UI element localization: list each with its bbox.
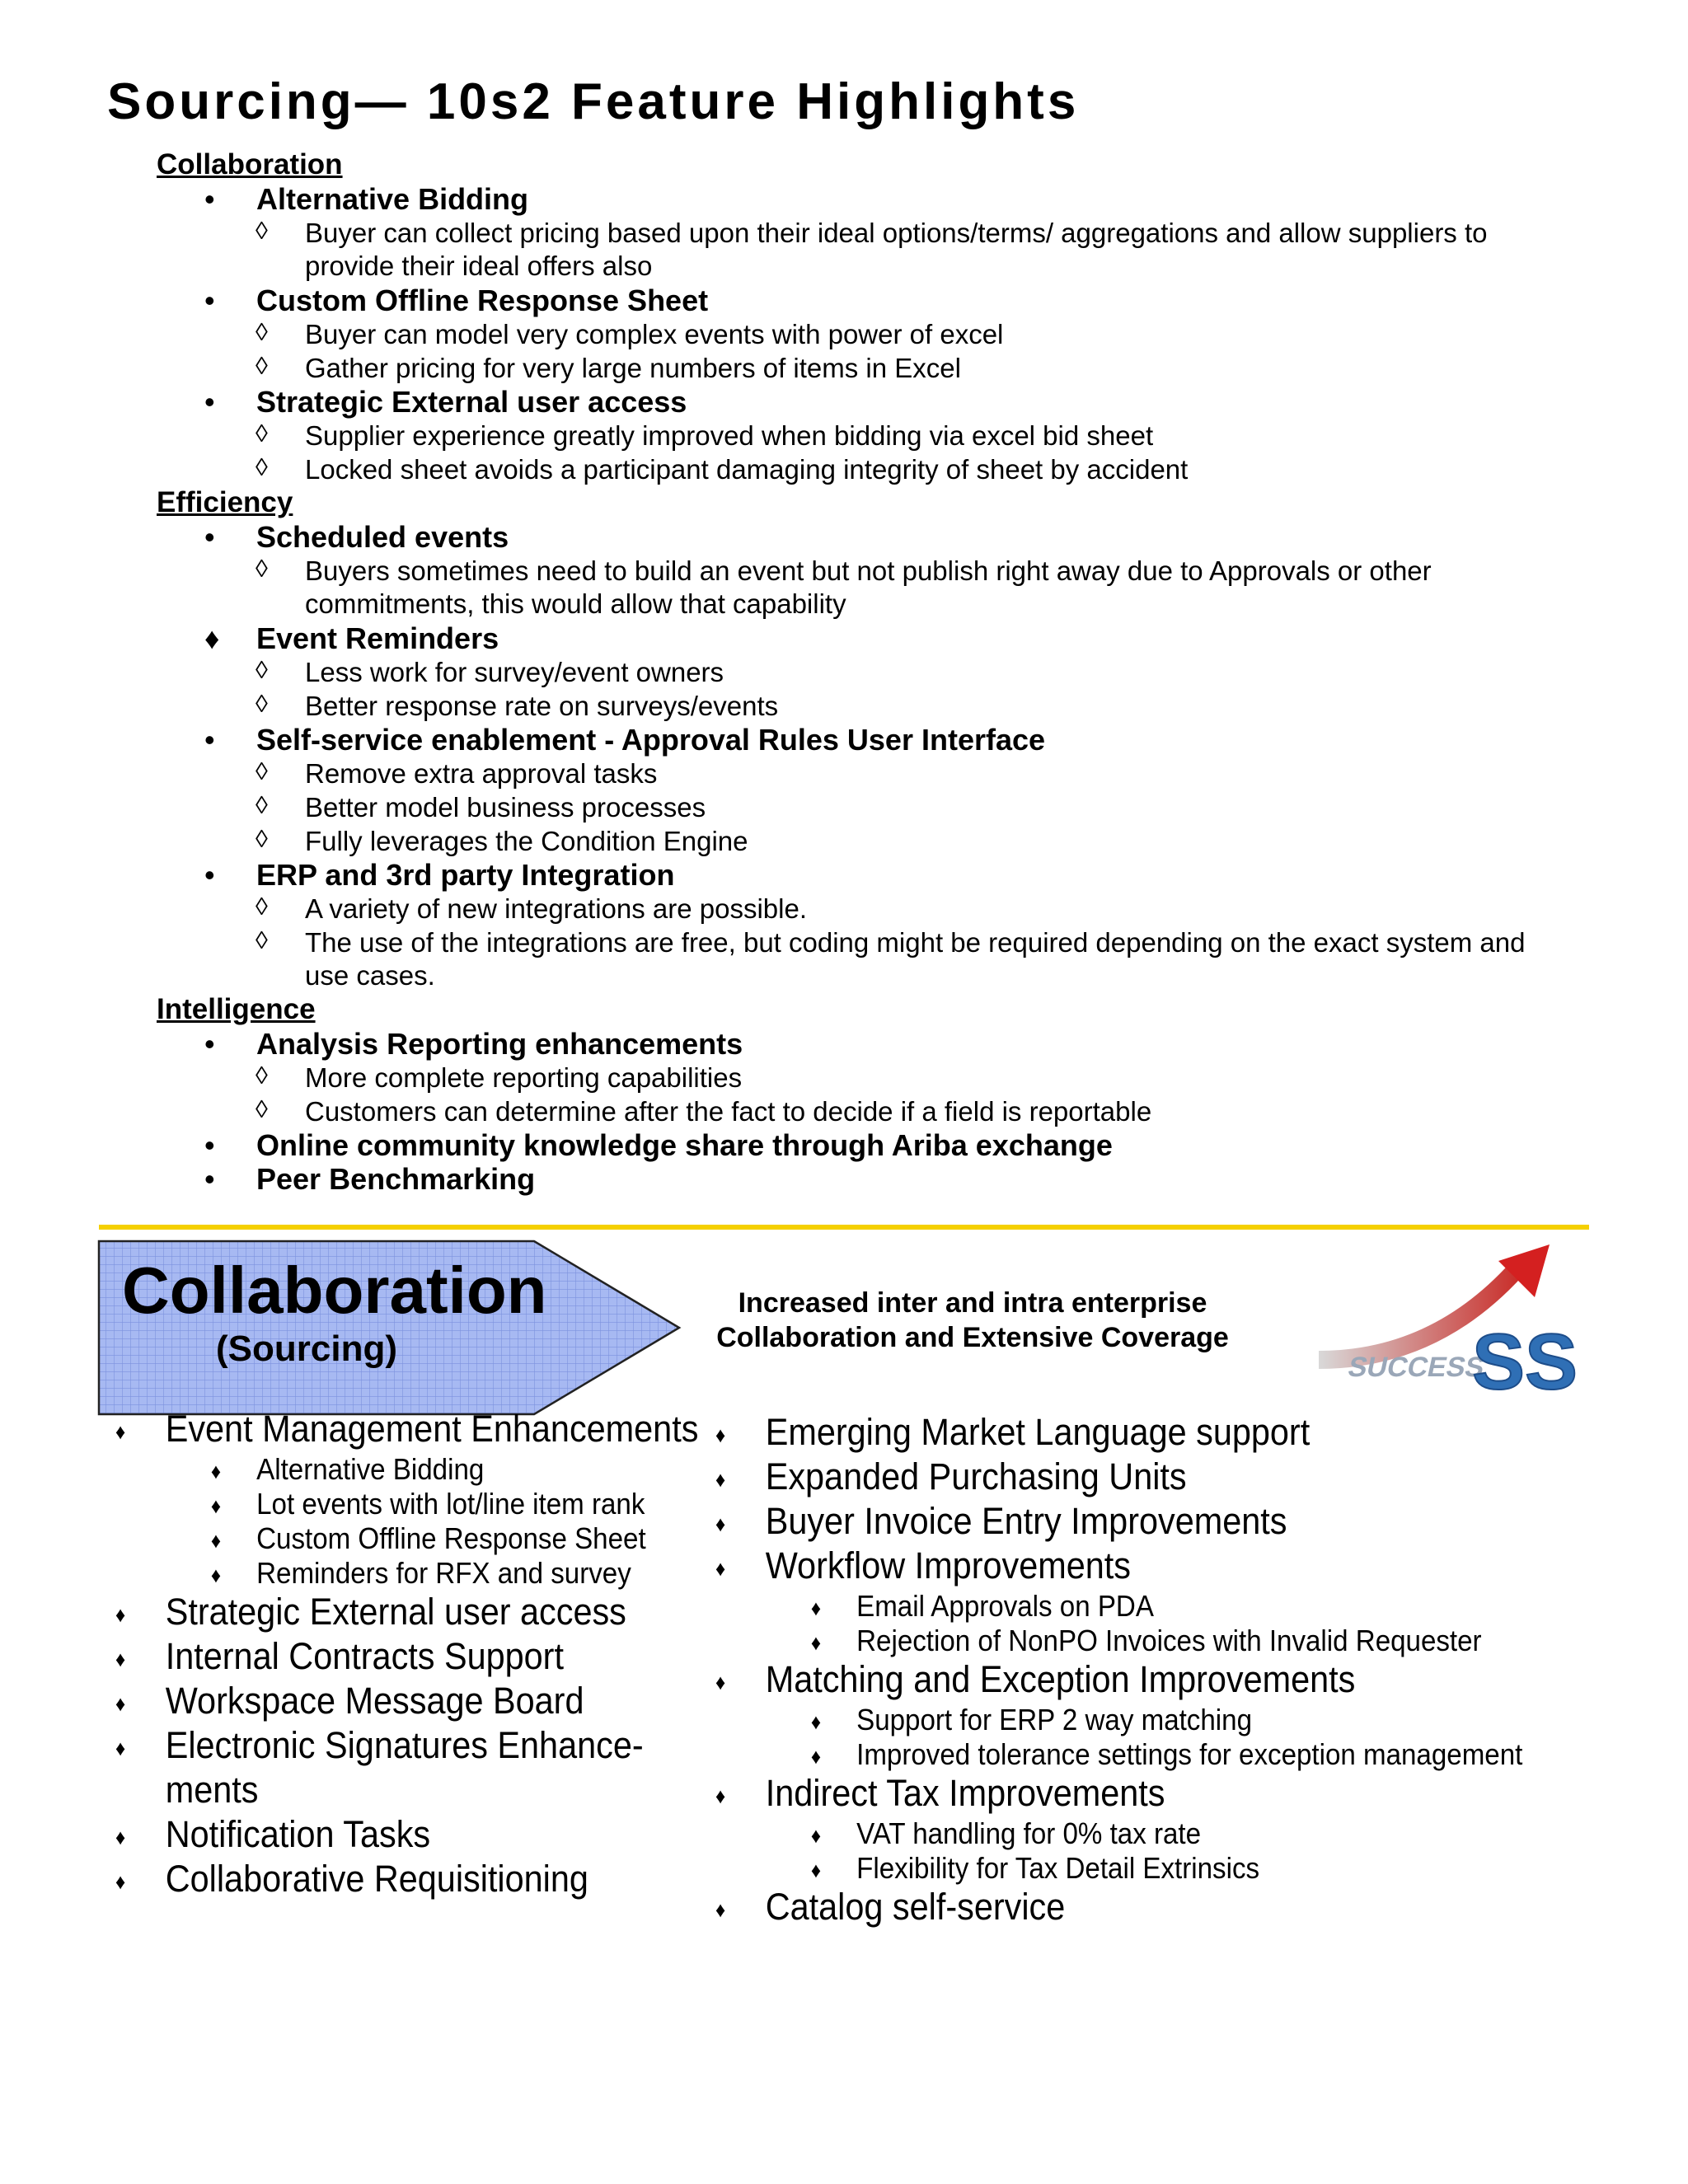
svg-text:SS: SS <box>1472 1318 1578 1406</box>
feature-detail-text: Buyer can model very complex events with power of excel <box>305 319 1004 349</box>
feature-item <box>0 182 1688 216</box>
lozenge-bullet-icon: ◊ <box>256 1062 268 1090</box>
diamond-bullet-icon: ♦ <box>715 1556 726 1581</box>
bullet-icon: • <box>204 858 215 892</box>
lozenge-bullet-icon: ◊ <box>256 353 268 380</box>
diamond-bullet-icon: ♦ <box>115 1602 126 1627</box>
success-text: SUCCESS <box>1345 1352 1488 1383</box>
diamond-bullet-icon: ♦ <box>715 1467 726 1492</box>
diamond-bullet-icon: ♦ <box>715 1422 726 1447</box>
bullet-icon: ♦ <box>204 621 220 655</box>
diamond-bullet-icon: ♦ <box>715 1670 726 1694</box>
lozenge-bullet-icon: ◊ <box>256 218 268 245</box>
feature-item <box>0 520 1688 554</box>
feature-detail <box>0 351 1688 385</box>
feature-detail-text: Locked sheet avoids a participant damaging integrity of sheet by accident <box>305 454 1189 485</box>
feature-detail-text: Less work for survey/event owners <box>305 657 724 687</box>
bullet-icon: • <box>204 520 215 554</box>
section-heading <box>0 148 1688 182</box>
feature-label: ERP and 3rd party Integration <box>256 858 675 892</box>
lozenge-bullet-icon: ◊ <box>256 454 268 481</box>
feature-detail <box>0 790 1688 824</box>
diamond-bullet-icon: ♦ <box>210 1493 222 1518</box>
feature-detail <box>0 757 1688 790</box>
diamond-bullet-icon: ♦ <box>115 1869 126 1894</box>
diamond-bullet-icon: ♦ <box>115 1736 126 1760</box>
feature-detail-text: Better response rate on surveys/events <box>305 691 779 721</box>
feature-detail-text: Better model business processes <box>305 792 706 823</box>
feature-label: Self-service enablement - Approval Rules User Interface <box>256 723 1046 757</box>
feature-item <box>0 1027 1688 1061</box>
diamond-bullet-icon: ♦ <box>115 1691 126 1716</box>
diamond-bullet-icon: ♦ <box>810 1744 822 1769</box>
diamond-bullet-icon: ♦ <box>810 1630 822 1655</box>
feature-label: Online community knowledge share through Ariba exchange <box>256 1128 1113 1162</box>
feature-detail-text: Buyers sometimes need to build an event but not publish right away due to Approvals or other <box>305 555 1432 586</box>
section-heading-text: Efficiency <box>157 486 293 518</box>
bullet-icon: • <box>204 723 215 757</box>
feature-detail-text: A variety of new integrations are possible. <box>305 893 808 924</box>
lozenge-bullet-icon: ◊ <box>256 555 268 583</box>
section-heading <box>0 486 1688 520</box>
success-graphic <box>1311 1236 1578 1406</box>
feature-item <box>0 1128 1688 1162</box>
feature-detail <box>0 689 1688 723</box>
feature-label: Event Reminders <box>256 621 499 655</box>
diamond-bullet-icon: ♦ <box>210 1563 222 1587</box>
feature-label: Analysis Reporting enhancements <box>256 1027 743 1061</box>
feature-label: Strategic External user access <box>256 385 687 419</box>
diamond-bullet-icon: ♦ <box>210 1459 222 1483</box>
page-title: Sourcing— 10s2 Feature Highlights <box>107 73 1080 130</box>
feature-detail-continuation: commitments, this would allow that capability <box>305 588 846 619</box>
success-arrow-icon <box>1311 1236 1578 1406</box>
feature-item <box>0 385 1688 419</box>
lozenge-bullet-icon: ◊ <box>256 319 268 346</box>
bullet-icon: • <box>204 1162 215 1196</box>
feature-detail-text: Remove extra approval tasks <box>305 758 658 789</box>
diamond-bullet-icon: ♦ <box>715 1897 726 1922</box>
diamond-bullet-icon: ♦ <box>810 1709 822 1734</box>
feature-detail <box>0 554 1688 621</box>
diamond-bullet-icon: ♦ <box>810 1596 822 1620</box>
lozenge-bullet-icon: ◊ <box>256 420 268 448</box>
feature-item <box>0 621 1688 655</box>
lozenge-bullet-icon: ◊ <box>256 1096 268 1123</box>
feature-detail <box>0 655 1688 689</box>
diamond-bullet-icon: ♦ <box>810 1858 822 1882</box>
tagline <box>676 1286 1269 1355</box>
feature-label: Custom Offline Response Sheet <box>256 284 709 317</box>
bullet-icon: • <box>204 182 215 216</box>
diamond-bullet-icon: ♦ <box>810 1823 822 1848</box>
feature-detail <box>0 216 1688 284</box>
tagline-line-1: Increased inter and intra enterprise <box>738 1287 1207 1319</box>
lozenge-bullet-icon: ◊ <box>256 893 268 921</box>
feature-detail-text: Customers can determine after the fact to decide if a field is reportable <box>305 1096 1152 1127</box>
diamond-bullet-icon: ♦ <box>115 1419 126 1444</box>
feature-detail-text: Fully leverages the Condition Engine <box>305 826 748 856</box>
feature-outline <box>0 148 1688 1196</box>
feature-label: Alternative Bidding <box>256 182 529 216</box>
diamond-bullet-icon: ♦ <box>210 1528 222 1553</box>
feature-detail-text: The use of the integrations are free, but coding might be required depending on the exact system and <box>305 927 1526 958</box>
lozenge-bullet-icon: ◊ <box>256 826 268 853</box>
feature-detail-text: More complete reporting capabilities <box>305 1062 743 1093</box>
feature-detail-text: Supplier experience greatly improved when bidding via excel bid sheet <box>305 420 1154 451</box>
lozenge-bullet-icon: ◊ <box>256 792 268 819</box>
section-divider <box>99 1225 1589 1230</box>
bullet-icon: • <box>204 1027 215 1061</box>
feature-detail-continuation: provide their ideal offers also <box>305 251 653 281</box>
bullet-icon: • <box>204 385 215 419</box>
feature-item <box>0 284 1688 317</box>
lozenge-bullet-icon: ◊ <box>256 927 268 954</box>
diamond-bullet-icon: ♦ <box>115 1825 126 1849</box>
section-heading-text: Collaboration <box>157 148 343 180</box>
feature-item <box>0 1162 1688 1196</box>
diamond-bullet-icon: ♦ <box>715 1511 726 1536</box>
feature-detail <box>0 452 1688 486</box>
bullet-icon: • <box>204 284 215 317</box>
feature-detail <box>0 824 1688 858</box>
lozenge-bullet-icon: ◊ <box>256 657 268 684</box>
feature-detail <box>0 419 1688 452</box>
lozenge-bullet-icon: ◊ <box>256 691 268 718</box>
bullet-icon: • <box>204 1128 215 1162</box>
feature-item <box>0 858 1688 892</box>
feature-label: Scheduled events <box>256 520 509 554</box>
feature-detail <box>0 892 1688 926</box>
tagline-line-2: Collaboration and Extensive Coverage <box>716 1322 1229 1353</box>
feature-label: Peer Benchmarking <box>256 1162 536 1196</box>
feature-detail-continuation: use cases. <box>305 960 435 991</box>
feature-detail <box>0 1061 1688 1094</box>
feature-detail-text: Gather pricing for very large numbers of items in Excel <box>305 353 961 383</box>
banner-subtitle: (Sourcing) <box>216 1329 397 1369</box>
feature-detail <box>0 317 1688 351</box>
banner-title: Collaboration <box>122 1254 547 1327</box>
feature-detail <box>0 926 1688 993</box>
diamond-bullet-icon: ♦ <box>115 1647 126 1671</box>
diamond-bullet-icon: ♦ <box>715 1783 726 1808</box>
section-heading <box>0 993 1688 1027</box>
feature-detail <box>0 1094 1688 1128</box>
feature-detail-text: Buyer can collect pricing based upon their ideal options/terms/ aggregations and allow suppliers to <box>305 218 1488 248</box>
lozenge-bullet-icon: ◊ <box>256 758 268 785</box>
feature-item <box>0 723 1688 757</box>
section-heading-text: Intelligence <box>157 993 316 1025</box>
